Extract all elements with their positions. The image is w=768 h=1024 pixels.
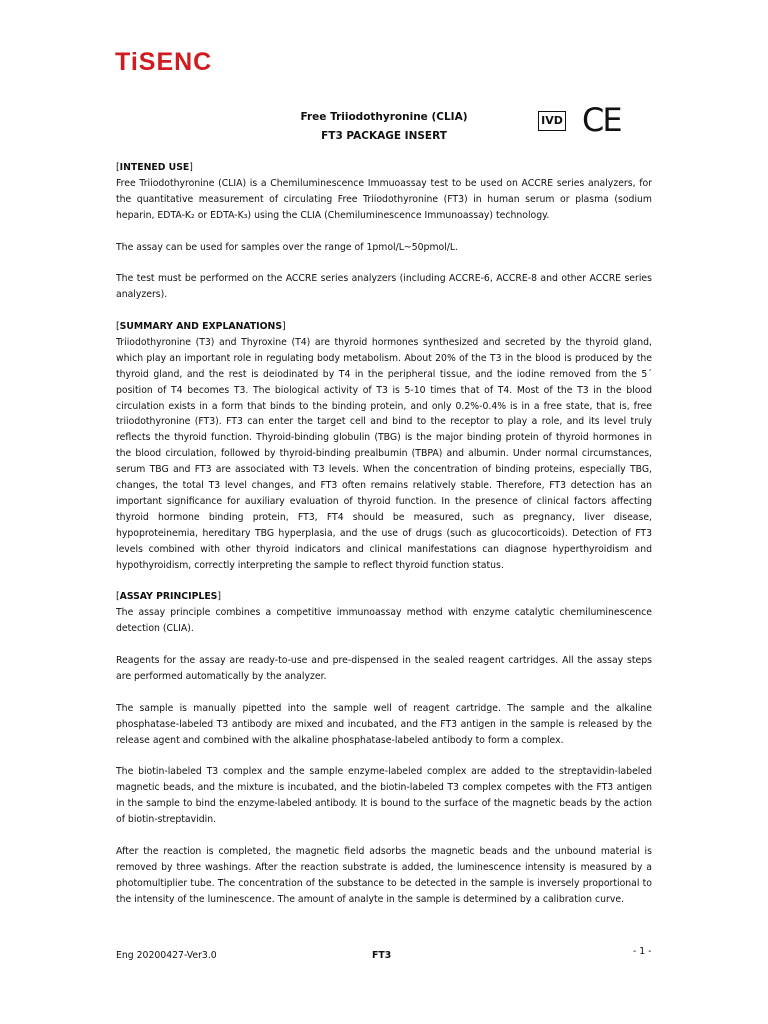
paragraph: Triiodothyronine (T3) and Thyroxine (T4) are thyroid hormones synthesized and secreted by the thyroid gland, which play an important role in regulating body metabolism. About 20% of the T3 in the blood is produced by the thyroid gland, and the rest is deiodinated by T4 in the peripheral tissue, and the iodine removed from the 5´ position of T4 becomes T3. The biological activity of T3 is 5-10 times that of T4. Most of the T3 in the blood circulation exists in a form that binds to the binding protein, and only 0.2%-0.4% is in a free state, that is, free triiodothyronine (FT3). FT3 can enter the target cell and bind to the receptor to play a role, and its level truly reflects the thyroid function. Thyroid-binding globulin (TBG) is the major binding protein of thyroid hormones in the blood circulation, followed by thyroid-binding prealbumin (TBPA) and albumin. Under normal circumstances, serum TBG and FT3 are associated with T3 levels. When the concentration of binding proteins, especially TBG, changes, the total T3 level changes, and FT3 often remains relatively stable. Therefore, FT3 detection has an important significance for auxiliary evaluation of thyroid function. In the presence of clinical factors affecting thyroid hormone binding protein, FT3, FT4 should be measured, such as pregnancy, liver disease, hypoproteinemia, hereditary TBG hyperplasia, and the use of drugs (such as glucocorticoids). Detection of FT3 levels combined with other thyroid indicators and clinical manifestations can diagnose hyperthyroidism and hypothyroidism, correctly interpreting the sample to reflect thyroid function status. <box>116 336 652 571</box>
page-number: - 1 - <box>633 946 652 957</box>
section-heading-summary: [SUMMARY AND EXPLANATIONS] <box>116 321 286 333</box>
paragraph: Reagents for the assay are ready-to-use and pre-dispensed in the sealed reagent cartridges. All the assay steps are performed automatically by the analyzer. <box>116 655 652 682</box>
footer-product-code: FT3 <box>372 950 392 961</box>
paragraph: The biotin-labeled T3 complex and the sample enzyme-labeled complex are added to the streptavidin-labeled magnetic beads, and the mixture is incubated, and the biotin-labeled T3 complex competes with the FT3 antigen in the sample to bind the enzyme-labeled antibody. It is bound to the surface of the magnetic beads by the action of biotin-streptavidin. <box>116 766 652 826</box>
title-line-1: Free Triiodothyronine (CLIA) <box>300 111 468 123</box>
section-heading-principles: [ASSAY PRINCIPLES] <box>116 591 222 603</box>
company-logo: TiSENC <box>115 48 213 76</box>
title-line-2: FT3 PACKAGE INSERT <box>321 130 447 142</box>
paragraph: After the reaction is completed, the magnetic field adsorbs the magnetic beads and the unbound material is removed by three washings. After the reaction substrate is added, the luminescence intensity is measured by a photomultiplier tube. The concentration of the substance to be detected in the sample is inversely proportional to the intensity of the luminescence. The amount of analyte in the sample is determined by a calibration curve. <box>116 845 652 905</box>
document-body <box>116 160 652 923</box>
paragraph: The test must be performed on the ACCRE series analyzers (including ACCRE-6, ACCRE-8 and other ACCRE series analyzers). <box>116 273 652 301</box>
paragraph: Free Triiodothyronine (CLIA) is a Chemiluminescence Immuoassay test to be used on ACCRE series analyzers, for the quantitative measurement of circulating Free Triiodothyronine (FT3) in human serum or plasma (sodium heparin, EDTA-K₂ or EDTA-K₃) using the CLIA (Chemiluminescence Immunoassay) technology. <box>116 177 652 221</box>
document-title <box>260 108 508 146</box>
paragraph: The assay principle combines a competitive immunoassay method with enzyme catalytic chemiluminescence detection (CLIA). <box>116 607 652 635</box>
section-heading-intended-use: [INTENED USE] <box>116 162 193 173</box>
paragraph: The sample is manually pipetted into the sample well of reagent cartridge. The sample and the alkaline phosphatase-labeled T3 antibody are mixed and incubated, and the FT3 antigen in the sample is released by the release agent and combined with the alkaline phosphatase-labeled antibody to form a complex. <box>116 702 652 746</box>
ivd-badge: IVD <box>538 111 566 131</box>
footer-version: Eng 20200427-Ver3.0 <box>116 950 217 961</box>
paragraph: The assay can be used for samples over the range of 1pmol/L~50pmol/L. <box>116 241 459 253</box>
ce-mark-icon: CE <box>582 101 621 139</box>
